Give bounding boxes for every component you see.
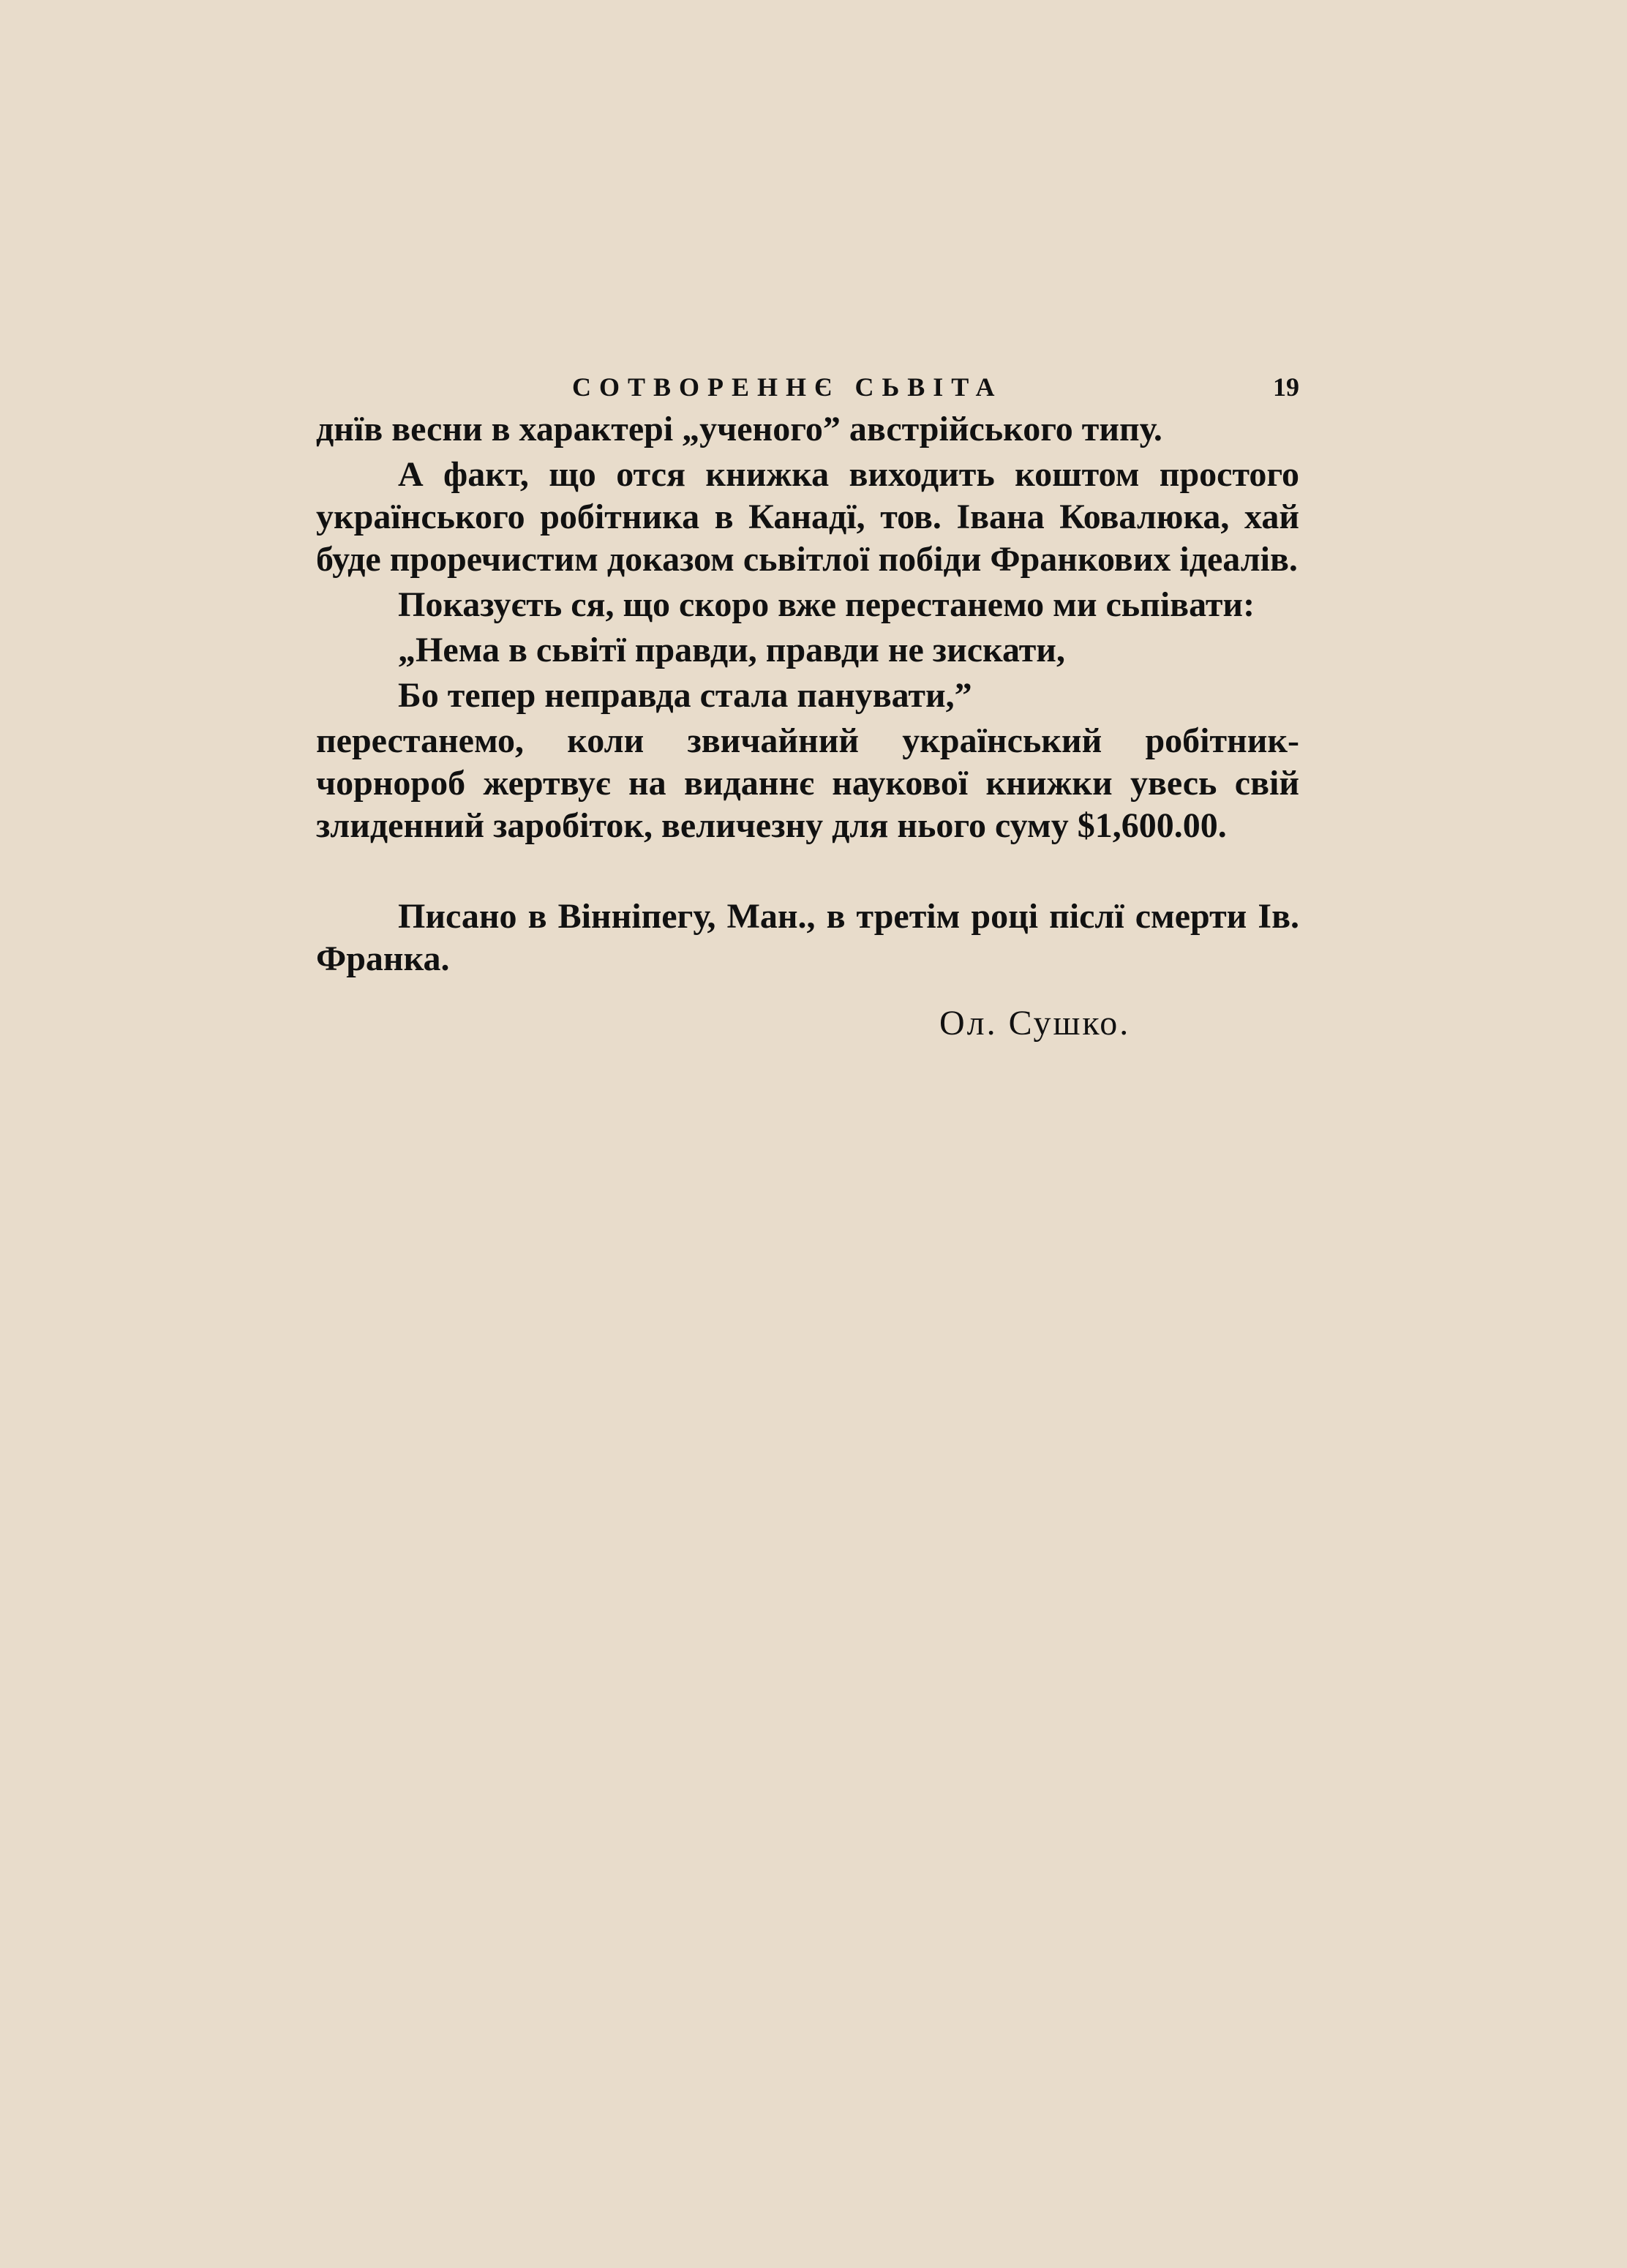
paragraph-donation: перестанемо, коли звичайний український робітник-чорнороб жертвує на виданнє наукової книжки увесь свій злиденний заробіток, величезну для нього суму $1,600.00. bbox=[316, 721, 1299, 845]
verse-line-1: „Нема в сьвітї правди, правди не зискати, bbox=[398, 631, 1065, 669]
running-title: СОТВОРЕННЄ СЬВІТА bbox=[572, 372, 1003, 402]
paragraph-singing: Показуєть ся, що скоро вже перестанемо ми сьпівати: bbox=[398, 585, 1255, 624]
book-page bbox=[316, 364, 1299, 1045]
page-number: 19 bbox=[1273, 372, 1299, 402]
running-head bbox=[316, 364, 1299, 408]
page-body bbox=[316, 408, 1299, 980]
verse-line-2: Бо тепер неправда стала панувати,” bbox=[398, 676, 972, 715]
author-signature: Ол. Сушко. bbox=[939, 1004, 1131, 1043]
paragraph-spacer bbox=[316, 850, 1299, 895]
paragraph-fact: А факт, що отся книжка виходить коштом простого українського робітника в Канадї, тов. Івана Ковалюка, хай буде проречистим доказом сьвітлої побіди Франкових ідеалів. bbox=[316, 455, 1299, 579]
paragraph-continuation: днїв весни в характері „ученого” австрійського типу. bbox=[316, 410, 1162, 448]
paragraph-place-date: Писано в Вінніпегу, Ман., в третім році післї смерти Ів. Франка. bbox=[316, 897, 1299, 978]
